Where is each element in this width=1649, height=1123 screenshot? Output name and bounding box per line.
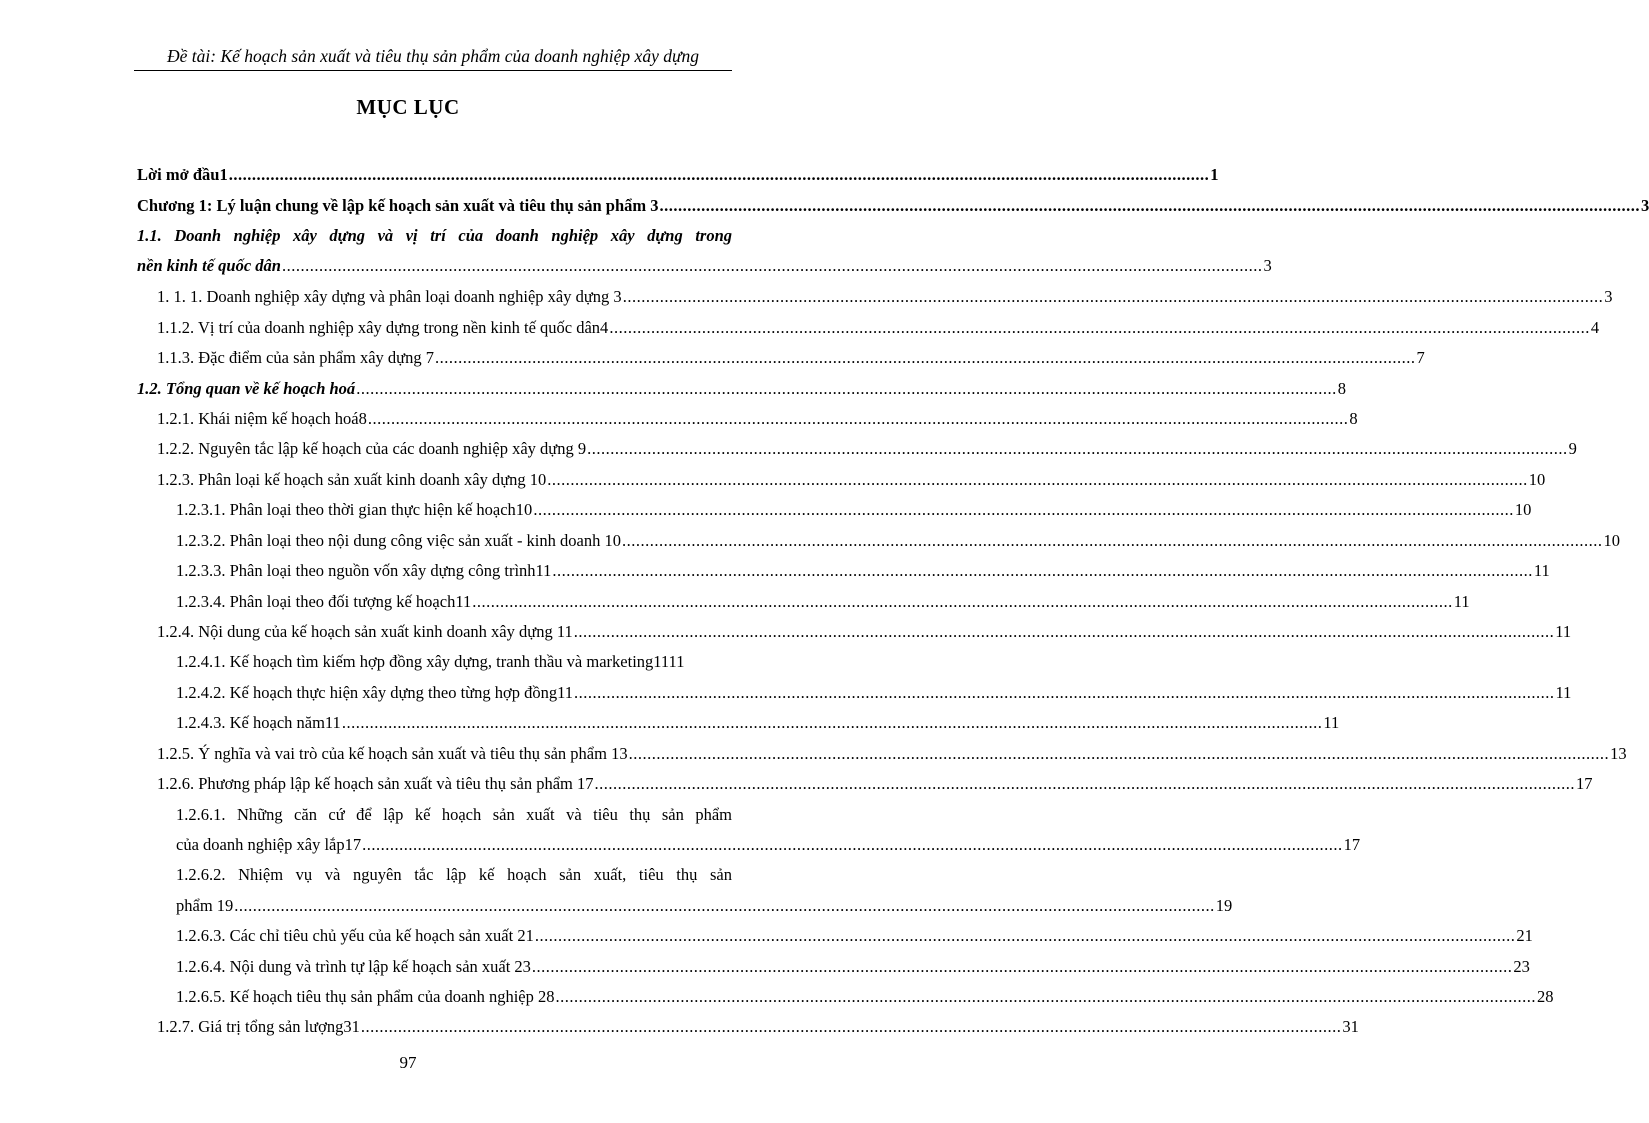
toc-entry[interactable] — [137, 256, 1272, 280]
toc-entry-text: 1.2.4.2. Kế hoạch thực hiện xây dựng theo từng hợp đồng11 — [176, 683, 573, 702]
toc-leader-dots: .................................................................................................................................................................................................................... — [622, 287, 1604, 306]
toc-entry-text: 1.2.3.3. Phân loại theo nguồn vốn xây dựng công trình11 — [176, 561, 552, 580]
toc-entry[interactable] — [176, 531, 1620, 555]
toc-leader-dots: .................................................................................................................................................................................................................... — [555, 987, 1536, 1006]
toc-page-number: 23 — [1513, 957, 1530, 976]
toc-leader-dots: .................................................................................................................................................................................................................... — [234, 896, 1215, 915]
toc-leader-dots: .................................................................................................................................................................................................................... — [573, 622, 1555, 641]
toc-page-number: 21 — [1516, 926, 1533, 945]
toc-entry-text: 1.2.6.3. Các chỉ tiêu chủ yếu của kế hoạch sản xuất 21 — [176, 926, 534, 945]
toc-leader-dots: .................................................................................................................................................................................................................... — [621, 531, 1603, 550]
toc-leader-dots: .................................................................................................................................................................................................................... — [362, 835, 1343, 854]
toc-entry-text: 1.1.3. Đặc điểm của sản phẩm xây dựng 7 — [157, 348, 434, 367]
page-title: MỤC LỤC — [356, 95, 460, 119]
toc-page-number: 1 — [1210, 165, 1219, 184]
toc-page-number: 31 — [1342, 1017, 1359, 1036]
document-header: Đề tài: Kế hoạch sản xuất và tiêu thụ sản phẩm của doanh nghiệp xây dựng — [166, 46, 700, 66]
toc-entry[interactable] — [157, 774, 1593, 798]
toc-leader-dots: .................................................................................................................................................................................................................... — [472, 592, 1453, 611]
toc-entry[interactable] — [157, 318, 1600, 342]
toc-page-number: 13 — [1610, 744, 1627, 763]
toc-entry-text: 1.2.3.4. Phân loại theo đối tượng kế hoạch11 — [176, 592, 472, 611]
toc-page-number: 3 — [1604, 287, 1613, 306]
toc-entry[interactable] — [157, 348, 1425, 372]
toc-entry-text: 1.2.6.4. Nội dung và trình tự lập kế hoạch sản xuất 23 — [176, 957, 531, 976]
toc-leader-dots: .................................................................................................................................................................................................................... — [552, 561, 1533, 580]
toc-entry-text: 1.2.6. Phương pháp lập kế hoạch sản xuất và tiêu thụ sản phẩm 17 — [157, 774, 594, 793]
toc-page-number: 11 — [1555, 622, 1572, 641]
toc-entry[interactable] — [176, 957, 1530, 981]
toc-leader-dots: .................................................................................................................................................................................................................... — [609, 318, 1590, 337]
toc-entry[interactable] — [176, 561, 1550, 585]
toc-entry[interactable] — [176, 500, 1532, 524]
toc-entry-text: 1.2.3.2. Phân loại theo nội dung công việc sản xuất - kinh doanh 10 — [176, 531, 621, 550]
toc-page-number: 3 — [1641, 196, 1649, 215]
toc-leader-dots: .................................................................................................................................................................................................................... — [573, 683, 1555, 702]
toc-entry[interactable] — [176, 592, 1470, 616]
header-rule — [134, 70, 732, 71]
toc-leader-dots: .................................................................................................................................................................................................................... — [281, 256, 1263, 275]
toc-entry-text: 1.2.3. Phân loại kế hoạch sản xuất kinh doanh xây dựng 10 — [157, 470, 547, 489]
toc-entry[interactable] — [137, 165, 1219, 189]
toc-entry[interactable] — [176, 683, 1572, 707]
toc-entry[interactable] — [157, 409, 1358, 433]
toc-leader-dots: .................................................................................................................................................................................................................... — [533, 500, 1514, 519]
toc-entry[interactable] — [157, 439, 1577, 463]
toc-leader-dots: .................................................................................................................................................................................................................... — [628, 744, 1610, 763]
toc-entry-text: 1.2.7. Giá trị tổng sản lượng31 — [157, 1017, 360, 1036]
toc-entry[interactable] — [157, 622, 1572, 646]
toc-page-number: 3 — [1263, 256, 1272, 275]
toc-entry[interactable] — [176, 835, 1361, 859]
toc-leader-dots: .................................................................................................................................................................................................................... — [659, 196, 1640, 215]
toc-leader-dots: .................................................................................................................................................................................................................... — [534, 926, 1516, 945]
toc-entry-text: của doanh nghiệp xây lắp17 — [176, 835, 362, 854]
toc-page-number: 17 — [1576, 774, 1593, 793]
toc-entry-text: 1.2.6.5. Kế hoạch tiêu thụ sản phẩm của doanh nghiệp 28 — [176, 987, 555, 1006]
toc-entry-line1[interactable]: 1.2.6.2. Nhiệm vụ và nguyên tắc lập kế hoạch sản xuất, tiêu thụ sản — [176, 865, 732, 884]
toc-leader-dots: .................................................................................................................................................................................................................... — [228, 165, 1210, 184]
toc-leader-dots: .................................................................................................................................................................................................................... — [547, 470, 1528, 489]
toc-entry-text: 1.2.1. Khái niệm kế hoạch hoá8 — [157, 409, 367, 428]
toc-entry-text: 1.2.5. Ý nghĩa và vai trò của kế hoạch sản xuất và tiêu thụ sản phẩm 13 — [157, 744, 628, 763]
toc-page-number: 28 — [1537, 987, 1554, 1006]
toc-entry-text: 1.2.3.1. Phân loại theo thời gian thực hiện kế hoạch10 — [176, 500, 533, 519]
toc-leader-dots: .................................................................................................................................................................................................................... — [356, 379, 1337, 398]
toc-entry-text: 1.2.4.3. Kế hoạch năm11 — [176, 713, 341, 732]
toc-page-number: 11 — [1323, 713, 1340, 732]
toc-entry-text: 1.2.2. Nguyên tắc lập kế hoạch của các doanh nghiệp xây dựng 9 — [157, 439, 587, 458]
toc-page-number: 4 — [1590, 318, 1600, 337]
toc-entry[interactable] — [157, 1017, 1359, 1041]
toc-page-number: 17 — [1343, 835, 1361, 854]
toc-page-number: 8 — [1349, 409, 1358, 428]
toc-page-number: 11 — [1453, 592, 1470, 611]
toc-leader-dots: .................................................................................................................................................................................................................... — [594, 774, 1576, 793]
toc-leader-dots: .................................................................................................................................................................................................................... — [341, 713, 1323, 732]
toc-leader-dots: .................................................................................................................................................................................................................... — [367, 409, 1349, 428]
toc-page-number: 11 — [1555, 683, 1572, 702]
toc-entry[interactable] — [157, 744, 1627, 768]
toc-entry-text: 1.2.4.1. Kế hoạch tìm kiếm hợp đồng xây dựng, tranh thầu và marketing1111 — [176, 652, 685, 671]
toc-page-number: 9 — [1568, 439, 1577, 458]
toc-leader-dots: .................................................................................................................................................................................................................... — [360, 1017, 1342, 1036]
toc-entry[interactable] — [157, 470, 1546, 494]
toc-entry-text: Chương 1: Lý luận chung về lập kế hoạch sản xuất và tiêu thụ sản phẩm 3 — [137, 196, 659, 215]
toc-entry[interactable] — [176, 652, 738, 676]
toc-entry[interactable] — [176, 713, 1340, 737]
toc-leader-dots: .................................................................................................................................................................................................................... — [435, 348, 1416, 367]
toc-entry-text: Lời mở đầu1 — [137, 165, 228, 184]
toc-entry-line1[interactable]: 1.1. Doanh nghiệp xây dựng và vị trí của doanh nghiệp xây dựng trong — [137, 226, 732, 245]
toc-entry[interactable] — [176, 896, 1233, 920]
toc-entry-text: 1. 1. 1. Doanh nghiệp xây dựng và phân loại doanh nghiệp xây dựng 3 — [157, 287, 622, 306]
toc-leader-dots: .................................................................................................................................................................................................................... — [531, 957, 1513, 976]
toc-page-number: 11 — [1533, 561, 1550, 580]
toc-entry-text: 1.2. Tổng quan về kế hoạch hoá — [137, 379, 356, 398]
toc-entry-text: phẩm 19 — [176, 896, 234, 915]
toc-page-number: 10 — [1528, 470, 1546, 489]
toc-page-number: 7 — [1416, 348, 1425, 367]
toc-page-number: 8 — [1337, 379, 1346, 398]
toc-entry-line1[interactable]: 1.2.6.1. Những căn cứ để lập kế hoạch sản xuất và tiêu thụ sản phẩm — [176, 805, 732, 824]
page-number: 97 — [399, 1053, 417, 1072]
toc-entry[interactable] — [176, 987, 1554, 1011]
toc-entry-text: 1.1.2. Vị trí của doanh nghiệp xây dựng trong nền kinh tế quốc dân4 — [157, 318, 609, 337]
toc-entry[interactable] — [137, 196, 1649, 220]
toc-page-number: 10 — [1514, 500, 1532, 519]
toc-entry-text: nền kinh tế quốc dân — [137, 256, 281, 275]
toc-entry[interactable] — [157, 287, 1613, 311]
toc-entry[interactable] — [176, 926, 1533, 950]
toc-page-number: 10 — [1603, 531, 1620, 550]
toc-page-number: 19 — [1215, 896, 1233, 915]
toc-entry-text: 1.2.4. Nội dung của kế hoạch sản xuất kinh doanh xây dựng 11 — [157, 622, 573, 641]
toc-entry[interactable] — [137, 379, 1346, 403]
toc-leader-dots: .................................................................................................................................................................................................................... — [587, 439, 1568, 458]
